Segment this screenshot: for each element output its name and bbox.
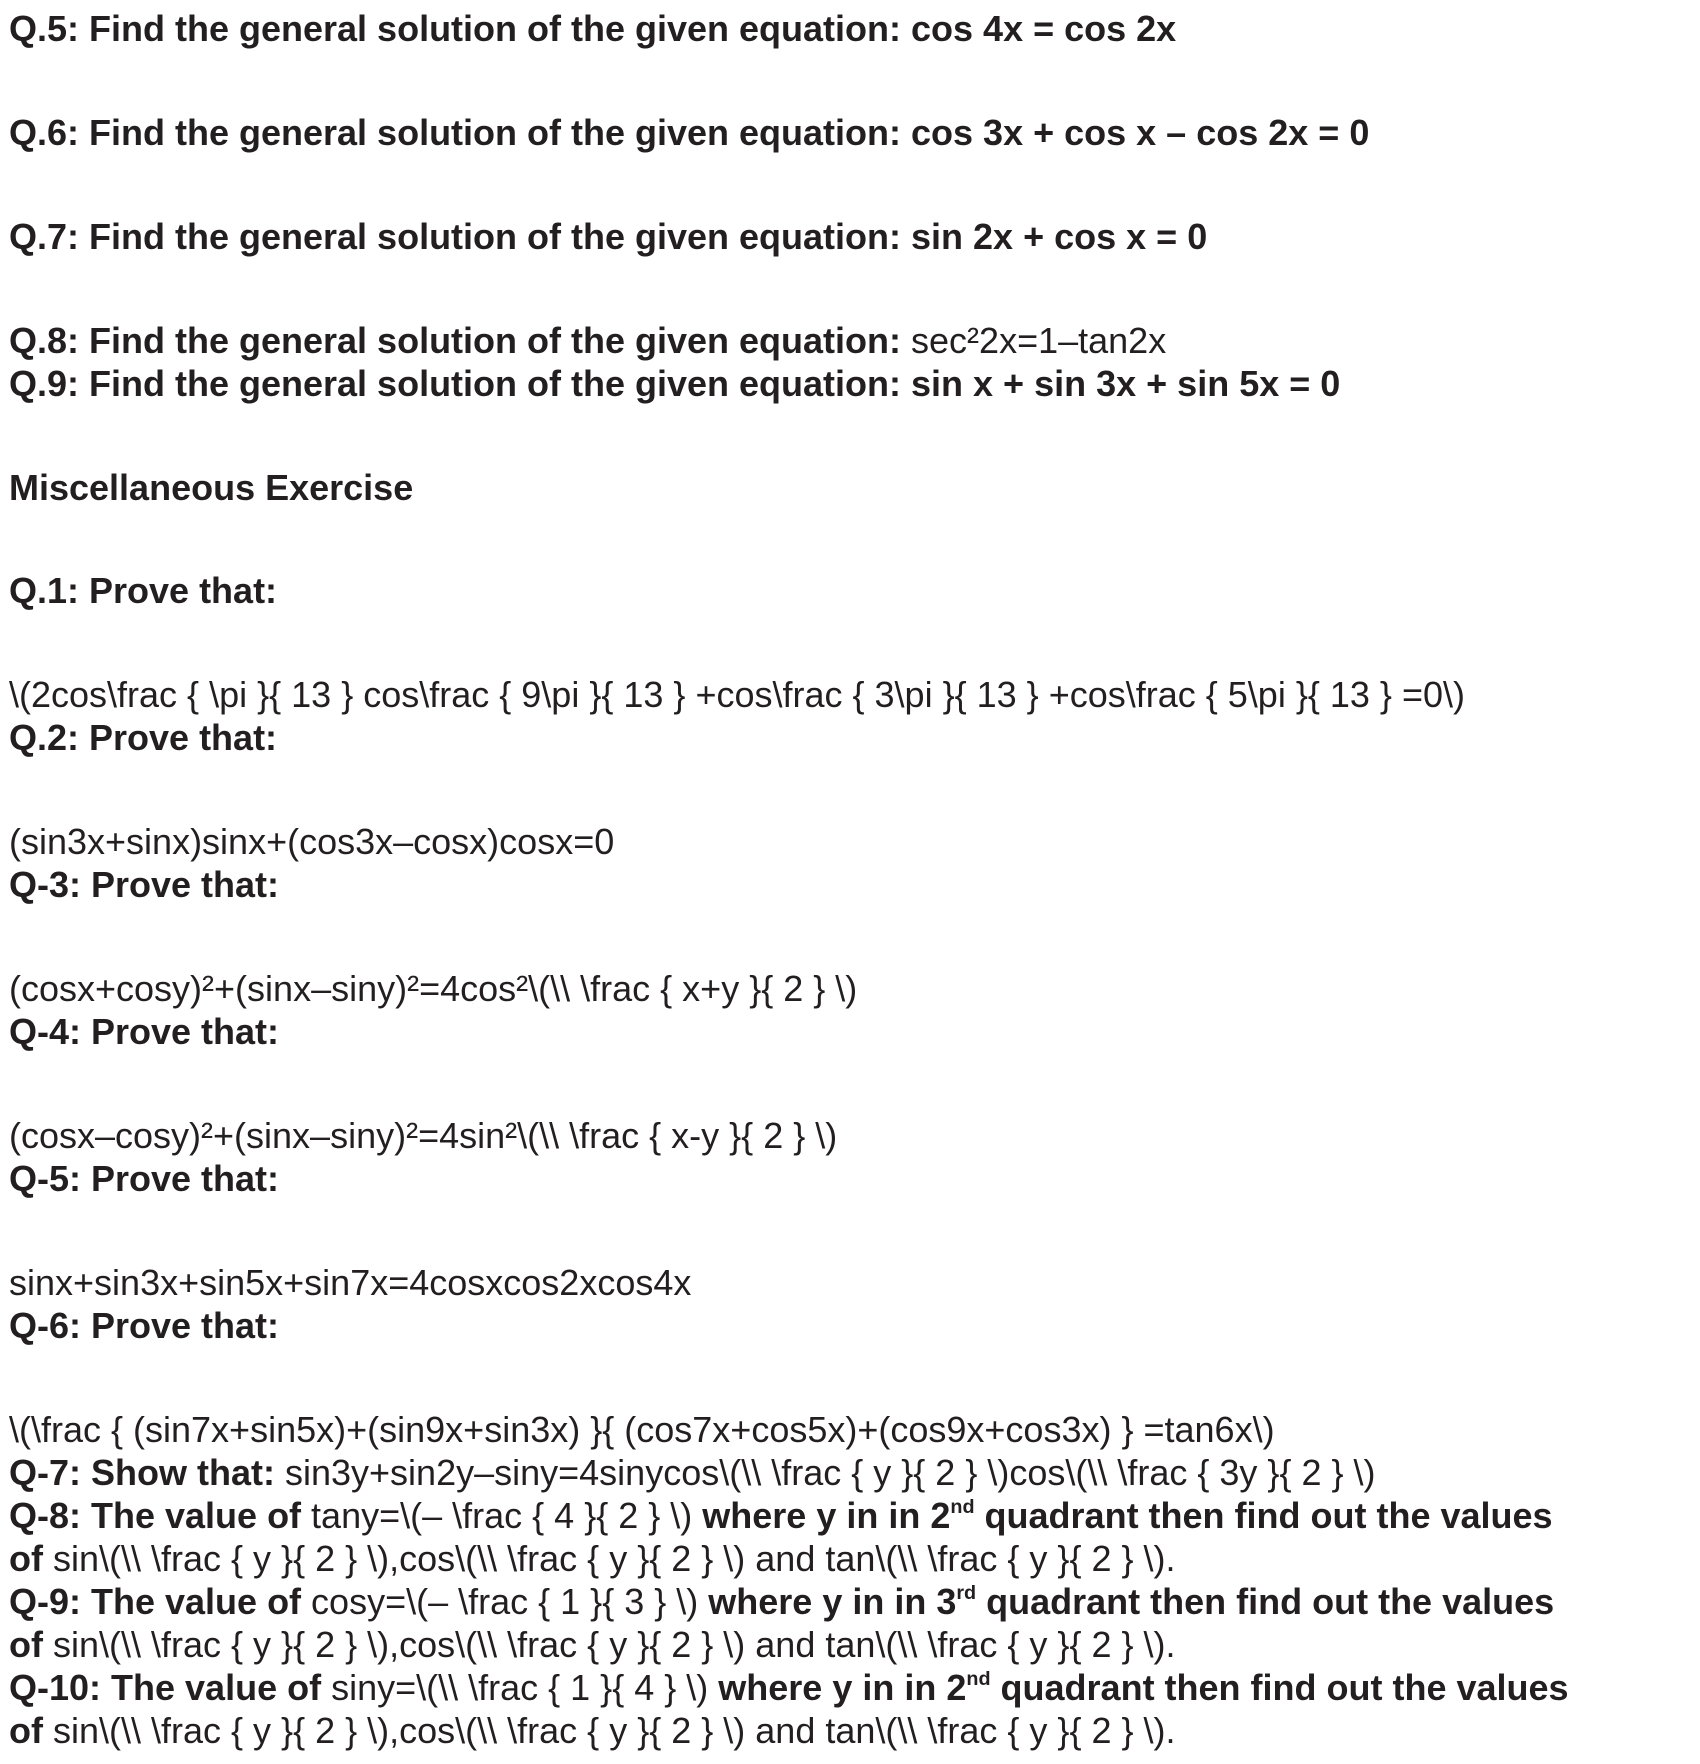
question-label: Q-10: The value of <box>9 1667 332 1708</box>
ordinal-suffix: nd <box>950 1496 975 1519</box>
misc-q4-label: Q-4: Prove that: <box>9 1011 280 1052</box>
question-text: of <box>9 1624 53 1665</box>
question-expression: tany=\(– \frac { 4 }{ 2 } \) <box>311 1495 693 1536</box>
question-expression: sin\(\\ \frac { y }{ 2 } \),cos\(\\ \frac { y }{ 2 } \) and tan\(\\ \frac { y }{ 2 } \). <box>52 1624 1176 1665</box>
question-expression: sin\(\\ \frac { y }{ 2 } \),cos\(\\ \frac { y }{ 2 } \) and tan\(\\ \frac { y }{ 2 } \). <box>52 1538 1176 1579</box>
misc-q1-label: Q.1: Prove that: <box>9 570 278 611</box>
misc-q2-label: Q.2: Prove that: <box>9 717 278 758</box>
misc-q10-line1 <box>9 1667 1569 1709</box>
question-label: Q-7: Show that: <box>9 1452 285 1493</box>
misc-q9-line1 <box>9 1581 1554 1623</box>
misc-q3-label: Q-3: Prove that: <box>9 864 280 905</box>
question-text: where y in in 2 <box>708 1667 967 1708</box>
misc-q8-line1 <box>9 1495 1553 1537</box>
section-heading: Miscellaneous Exercise <box>9 467 414 508</box>
misc-q1-expression: \(2cos\frac { \pi }{ 13 } cos\frac { 9\pi }{ 13 } +cos\frac { 3\pi }{ 13 } +cos\frac { 5\pi }{ 13 } =0\) <box>9 674 1465 715</box>
misc-q5-label: Q-5: Prove that: <box>9 1158 280 1199</box>
question-q9: Q.9: Find the general solution of the given equation: sin x + sin 3x + sin 5x = 0 <box>9 363 1341 404</box>
ordinal-suffix: rd <box>956 1582 977 1605</box>
question-label: Q-8: The value of <box>9 1495 312 1536</box>
question-expression: cosy=\(– \frac { 1 }{ 3 } \) <box>311 1581 699 1622</box>
question-q7: Q.7: Find the general solution of the given equation: sin 2x + cos x = 0 <box>9 216 1208 257</box>
misc-q4-expression: (cosx–cosy)²+(sinx–siny)²=4sin²\(\\ \frac { x-y }{ 2 } \) <box>9 1115 838 1156</box>
misc-q3-expression: (cosx+cosy)²+(sinx–siny)²=4cos²\(\\ \frac { x+y }{ 2 } \) <box>9 968 858 1009</box>
misc-q8-line2 <box>9 1538 1176 1580</box>
misc-q5-expression: sinx+sin3x+sin5x+sin7x=4cosxcos2xcos4x <box>9 1262 692 1303</box>
question-expression: sec²2x=1–tan2x <box>911 320 1167 361</box>
question-text: where y in in 3 <box>698 1581 957 1622</box>
question-q8 <box>9 320 1166 362</box>
question-text: of <box>9 1538 53 1579</box>
question-text: quadrant then find out the values <box>974 1495 1553 1536</box>
question-expression: sin3y+sin2y–siny=4sinycos\(\\ \frac { y }{ 2 } \)cos\(\\ \frac { 3y }{ 2 } \) <box>284 1452 1376 1493</box>
question-text: quadrant then find out the values <box>990 1667 1569 1708</box>
question-text: quadrant then find out the values <box>976 1581 1555 1622</box>
misc-q2-expression: (sin3x+sinx)sinx+(cos3x–cosx)cosx=0 <box>9 821 615 862</box>
misc-q9-line2 <box>9 1624 1176 1666</box>
question-expression: siny=\(\\ \frac { 1 }{ 4 } \) <box>331 1667 709 1708</box>
misc-q7 <box>9 1452 1376 1494</box>
ordinal-suffix: nd <box>966 1668 991 1691</box>
misc-q10-line2 <box>9 1710 1176 1752</box>
question-q6: Q.6: Find the general solution of the given equation: cos 3x + cos x – cos 2x = 0 <box>9 112 1370 153</box>
question-expression: sin\(\\ \frac { y }{ 2 } \),cos\(\\ \frac { y }{ 2 } \) and tan\(\\ \frac { y }{ 2 } \). <box>52 1710 1176 1751</box>
question-q5: Q.5: Find the general solution of the given equation: cos 4x = cos 2x <box>9 8 1177 49</box>
question-text: of <box>9 1710 53 1751</box>
question-text: where y in in 2 <box>692 1495 951 1536</box>
question-label: Q.8: Find the general solution of the given equation: <box>9 320 912 361</box>
question-label: Q-9: The value of <box>9 1581 312 1622</box>
misc-q6-label: Q-6: Prove that: <box>9 1305 280 1346</box>
misc-q6-expression: \(\frac { (sin7x+sin5x)+(sin9x+sin3x) }{ (cos7x+cos5x)+(cos9x+cos3x) } =tan6x\) <box>9 1409 1275 1450</box>
